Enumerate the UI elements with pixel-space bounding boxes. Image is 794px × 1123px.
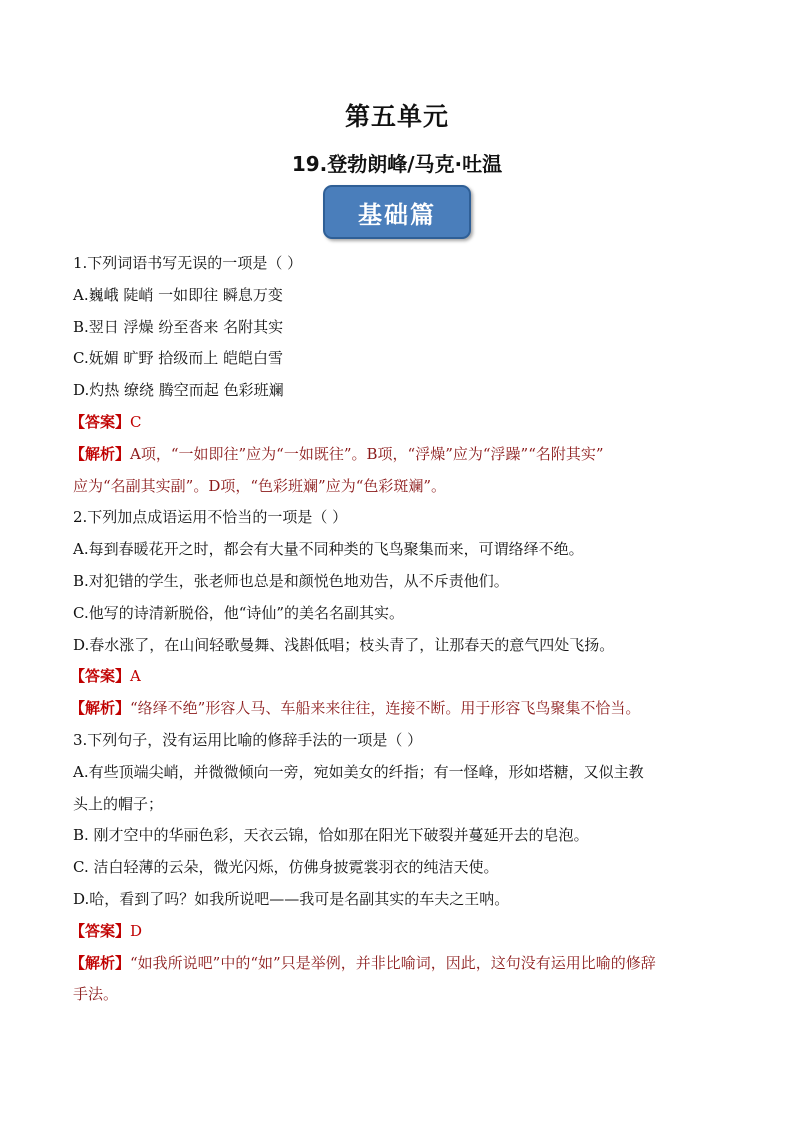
- question-list: [70, 248, 725, 1011]
- question-option: B.对犯错的学生，张老师也总是和颜悦色地劝告，从不斥责他们。: [73, 571, 509, 590]
- answer-label: 【答案】: [70, 667, 131, 686]
- analysis-text: “如我所说吧”中的“如”只是举例，并非比喻词，因此，这句没有运用比喻的修辞: [130, 953, 656, 972]
- analysis-text: “络绎不绝”形容人马、车船来来往往，连接不断。用于形容飞鸟聚集不恰当。: [130, 699, 641, 718]
- analysis-text-continued: 应为“名副其实副”。D项，“色彩班斓”应为“色彩斑斓”。: [73, 476, 447, 495]
- answer-label: 【答案】: [70, 412, 131, 431]
- analysis-text: A项，“一如即往”应为“一如既往”。B项，“浮燥”应为“浮躁”“名附其实”: [130, 444, 604, 463]
- question-option: A.巍峨 陡峭 一如即往 瞬息万变: [73, 285, 283, 304]
- question-option-continued: 头上的帽子；: [73, 794, 164, 813]
- question-option: C.他写的诗清新脱俗，他“诗仙”的美名名副其实。: [73, 603, 405, 622]
- answer-label: 【答案】: [70, 921, 131, 940]
- section-banner-label: 基础篇: [358, 200, 436, 229]
- lesson-title: 19.登勃朗峰/马克·吐温: [291, 152, 503, 176]
- analysis-label: 【解析】: [70, 699, 131, 718]
- unit-title: 第五单元: [344, 102, 449, 131]
- question-option: C. 洁白轻薄的云朵，微光闪烁，仿佛身披霓裳羽衣的纯洁天使。: [73, 858, 499, 877]
- analysis-row: [70, 948, 725, 980]
- question-option: D.春水涨了，在山间轻歌曼舞、浅斟低唱；枝头青了，让那春天的意气四处飞扬。: [73, 635, 615, 654]
- question-option: A.有些顶端尖峭，并微微倾向一旁，宛如美女的纤指；有一怪峰，形如塔糖，又似主教: [73, 762, 644, 781]
- analysis-label: 【解析】: [70, 444, 131, 463]
- answer-row: [70, 916, 725, 948]
- question-option: B. 刚才空中的华丽色彩，天衣云锦，恰如那在阳光下破裂并蔓延开去的皂泡。: [73, 826, 589, 845]
- answer-value: D: [130, 921, 143, 940]
- question-option: D.灼热 缭绕 腾空而起 色彩班斓: [73, 381, 284, 400]
- answer-value: A: [130, 667, 141, 686]
- question-option: D.哈，看到了吗？如我所说吧——我可是名副其实的车夫之王呐。: [73, 889, 510, 908]
- analysis-row: [70, 439, 725, 471]
- question-stem: 3.下列句子，没有运用比喻的修辞手法的一项是（ ）: [73, 730, 423, 749]
- analysis-text-continued: 手法。: [73, 985, 119, 1004]
- question-option: A.每到春暖花开之时，都会有大量不同种类的飞鸟聚集而来，可谓络绎不绝。: [73, 540, 584, 559]
- section-banner: [323, 185, 471, 239]
- analysis-label: 【解析】: [70, 953, 131, 972]
- answer-row: [70, 407, 725, 439]
- answer-value: C: [130, 412, 142, 431]
- question-option: C.妩媚 旷野 拾级而上 皑皑白雪: [73, 349, 284, 368]
- analysis-row: [70, 693, 725, 725]
- question-stem: 1.下列词语书写无误的一项是（ ）: [73, 254, 303, 272]
- question-option: B.翌日 浮燥 纷至沓来 名附其实: [73, 317, 284, 336]
- question-stem: 2.下列加点成语运用不恰当的一项是（ ）: [73, 508, 348, 527]
- answer-row: [70, 661, 725, 693]
